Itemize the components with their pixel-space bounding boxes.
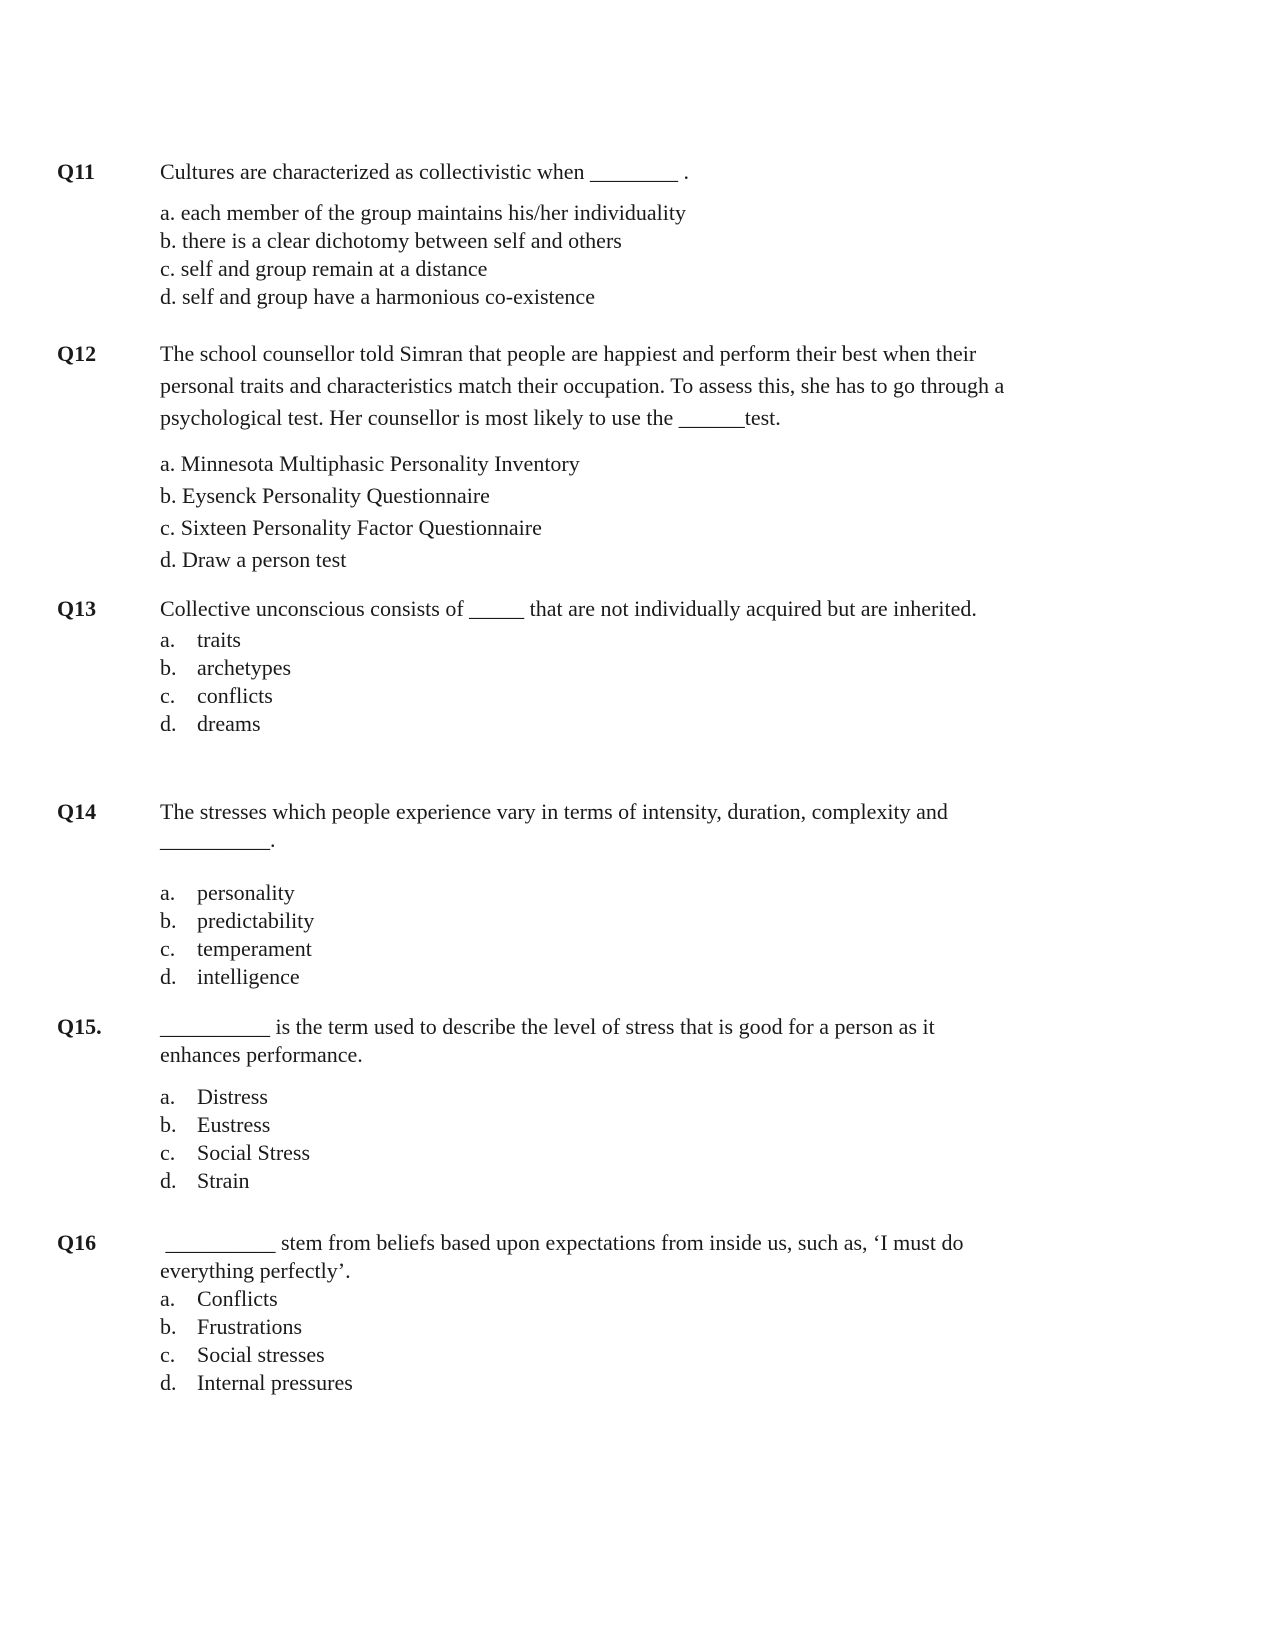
question-text-line: The school counsellor told Simran that people are happiest and perform their best when their [160, 341, 977, 366]
option-letter: a. [160, 1286, 176, 1311]
option [160, 1084, 268, 1110]
question-text-line: enhances performance. [160, 1042, 363, 1067]
option-letter: a. [160, 627, 176, 652]
option [160, 1112, 270, 1138]
question-number: Q14 [57, 799, 97, 824]
option [160, 1286, 278, 1312]
option-label: archetypes [197, 655, 292, 680]
question-text-line: psychological test. Her counsellor is most likely to use the ______test. [160, 405, 781, 430]
question-text-line: personal traits and characteristics match their occupation. To assess this, she has to go through a [160, 373, 1005, 398]
option [160, 964, 300, 990]
option-letter: c. [160, 1342, 176, 1367]
option: a. each member of the group maintains his/her individuality [160, 200, 687, 225]
option-letter: c. [160, 1140, 176, 1165]
option-label: Strain [197, 1168, 250, 1193]
question-text-line: __________ stem from beliefs based upon expectations from inside us, such as, ‘I must do [160, 1230, 964, 1255]
option-letter: a. [160, 880, 176, 905]
option-label: Distress [197, 1084, 268, 1109]
option-letter: d. [160, 711, 177, 736]
question-text: Cultures are characterized as collectivistic when ________ . [160, 159, 690, 184]
option-letter: d. [160, 964, 177, 989]
option [160, 880, 295, 906]
option-label: temperament [197, 936, 312, 961]
option-letter: a. [160, 1084, 176, 1109]
question-number: Q15. [57, 1014, 102, 1039]
option [160, 1314, 302, 1340]
option [160, 1168, 250, 1194]
option: b. there is a clear dichotomy between self and others [160, 228, 622, 253]
option-label: dreams [197, 711, 261, 736]
option [160, 936, 312, 962]
question-text-line: __________. [160, 827, 276, 852]
option-label: Social Stress [197, 1140, 311, 1165]
option [160, 1370, 353, 1396]
option-letter: c. [160, 683, 176, 708]
option: b. Eysenck Personality Questionnaire [160, 483, 490, 508]
option-letter: d. [160, 1168, 177, 1193]
option-label: Social stresses [197, 1342, 325, 1367]
option-label: Frustrations [197, 1314, 303, 1339]
option [160, 1140, 310, 1166]
option-label: Eustress [197, 1112, 271, 1137]
option-letter: b. [160, 1314, 177, 1339]
option-label: conflicts [197, 683, 273, 708]
option-letter: d. [160, 1370, 177, 1395]
option: a. Minnesota Multiphasic Personality Inventory [160, 451, 580, 476]
question-number: Q16 [57, 1230, 97, 1255]
option [160, 1342, 325, 1368]
question-text-line: __________ is the term used to describe the level of stress that is good for a person as it [160, 1014, 935, 1039]
option [160, 908, 314, 934]
option-label: Conflicts [197, 1286, 278, 1311]
option-label: intelligence [197, 964, 300, 989]
option [160, 683, 273, 709]
question-text-line: everything perfectly’. [160, 1258, 351, 1283]
option-label: Internal pressures [197, 1370, 353, 1395]
option: c. Sixteen Personality Factor Questionnaire [160, 515, 542, 540]
option-label: personality [197, 880, 295, 905]
option [160, 711, 261, 737]
question-number: Q11 [57, 159, 95, 184]
option [160, 655, 291, 681]
question-text-line: The stresses which people experience vary in terms of intensity, duration, complexity and [160, 799, 948, 824]
option: d. Draw a person test [160, 547, 347, 572]
option [160, 627, 241, 653]
option-letter: b. [160, 655, 177, 680]
option-letter: c. [160, 936, 176, 961]
option: c. self and group remain at a distance [160, 256, 488, 281]
option-label: predictability [197, 908, 315, 933]
question-number: Q13 [57, 596, 97, 621]
option-letter: b. [160, 908, 177, 933]
option-label: traits [197, 627, 241, 652]
option: d. self and group have a harmonious co-existence [160, 284, 595, 309]
question-text: Collective unconscious consists of _____ that are not individually acquired but are inherited. [160, 596, 977, 621]
question-number: Q12 [57, 341, 97, 366]
option-letter: b. [160, 1112, 177, 1137]
